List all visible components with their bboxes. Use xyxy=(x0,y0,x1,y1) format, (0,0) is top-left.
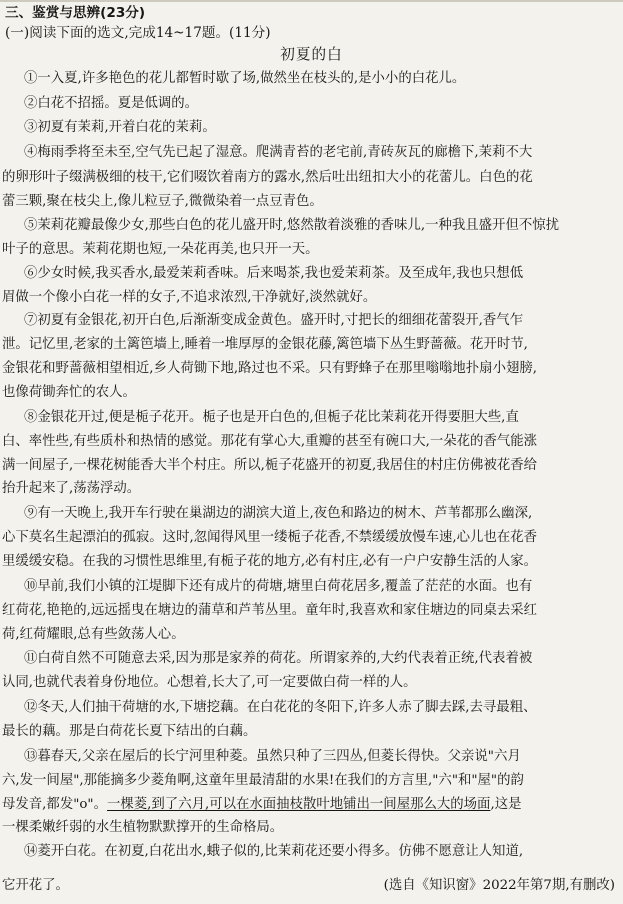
paragraph-line: 金银花和野蔷薇相望相近,乡人荷锄下地,路过也不采。只有野蜂子在那里嗡嗡地扑扇小翅膀, xyxy=(2,361,538,377)
paragraph-line: 里缓缓安稳。在我的习惯性思维里,有栀子花的地方,必有村庄,必有一户户安静生活的人家。 xyxy=(2,554,538,569)
paragraph-line: ②白花不招摇。夏是低调的。 xyxy=(24,95,199,111)
paragraph-line: 一棵柔嫩纤弱的水生植物默默撑开的生命格局。 xyxy=(2,820,284,836)
paragraph-line: 满一间屋子,一棵花树能香大半个村庄。所以,栀子花盛开的初夏,我居住的村庄仿佛被花香给 xyxy=(2,457,538,473)
paragraph-line: 最长的藕。那是白荷花长夏下结出的白藕。 xyxy=(2,724,257,739)
paragraph-line: ⑩早前,我们小镇的江堤脚下还有成片的荷塘,塘里白荷花居多,覆盖了茫茫的水面。也有 xyxy=(24,578,533,594)
paragraph-text: 母发音,都发"o"。 xyxy=(2,796,107,812)
section-heading: 三、鉴赏与思辨(23分) xyxy=(5,4,146,21)
paragraph-text: ,这是 xyxy=(490,796,522,812)
paragraph-line: ③初夏有茉莉,开着白花的茉莉。 xyxy=(24,120,216,136)
paragraph-line: 红荷花,艳艳的,远远摇曳在塘边的蒲草和芦苇丛里。童年时,我喜欢和家住塘边的同桌去采红 xyxy=(2,602,538,618)
paragraph-line: ⑤茉莉花瓣最像少女,那些白色的花儿盛开时,悠然散着淡雅的香味儿,一种我且盛开但不惊扰 xyxy=(24,217,560,233)
paragraph-line: ⑨有一天晚上,我开车行驶在巢湖边的湖滨大道上,夜色和路边的树木、芦苇都那么幽深, xyxy=(24,506,533,522)
paragraph-line: 叶子的意思。茉莉花期也短,一朵花再美,也只开一天。 xyxy=(2,241,319,257)
paragraph-line: 蕾三颗,聚在枝尖上,像儿粒豆子,微微染着一点豆青色。 xyxy=(2,194,323,209)
paragraph-line: 抬升起来了,荡荡浮动。 xyxy=(2,481,141,497)
paragraph-line: ④梅雨季将至未至,空气先已起了湿意。爬满青苔的老宅前,青砖灰瓦的廊檐下,茉莉不大 xyxy=(24,145,533,161)
underlined-sentence: 一棵菱,到了六月,可以在水面抽枝散叶地铺出一间屋那么大的场面 xyxy=(106,796,491,812)
top-border xyxy=(0,0,623,2)
source-citation: (选自《知识窗》2022年第7期,有删改) xyxy=(383,878,615,893)
paragraph-line: ①一入夏,许多艳色的花儿都暂时歇了场,做然坐在枝头的,是小小的白花儿。 xyxy=(24,70,466,86)
paragraph-line: 它开花了。 xyxy=(2,878,69,893)
paragraph-line: ⑥少女时候,我买香水,最爱茉莉香味。后来喝茶,我也爱茉莉茶。及至成年,我也只想低 xyxy=(24,265,524,281)
paragraph-line: ⑬暮春天,父亲在屋后的长宁河里种菱。虽然只种了三四丛,但菱长得快。父亲说"六月 xyxy=(24,748,521,764)
paragraph-line: ⑫冬天,人们抽干荷塘的水,下塘挖藕。在白花花的冬阳下,许多人赤了脚去踩,去寻最粗、 xyxy=(24,700,537,716)
paragraph-line: 白、率性些,有些质朴和热情的感觉。那花有掌心大,重瓣的甚至有碗口大,一朵花的香气能涨 xyxy=(2,433,538,449)
article-title: 初夏的白 xyxy=(280,45,343,63)
paragraph-line: 六,发一间屋",那能摘多少菱角啊,这童年里最清甜的水果!在我们的方言里,"六"和"屋"的韵 xyxy=(2,772,524,788)
question-instruction: (一)阅读下面的选文,完成14~17题。(11分) xyxy=(5,24,271,41)
paragraph-line: ⑧金银花开过,便是栀子花开。栀子也是开白色的,但栀子花比茉莉花开得要胆大些,直 xyxy=(24,409,519,425)
paragraph-line: ⑦初夏有金银花,初开白色,后渐渐变成金黄色。盛开时,寸把长的细细花蕾裂开,香气乍 xyxy=(24,313,524,329)
paragraph-line: 眉做一个像小白花一样的女子,不追求浓烈,干净就好,淡然就好。 xyxy=(2,289,377,305)
paragraph-line: 泄。记忆里,老家的土篱笆墙上,睡着一堆厚厚的金银花藤,篱笆墙下丛生野蔷薇。花开时节, xyxy=(2,337,528,353)
paragraph-line: ⑪白荷自然不可随意去采,因为那是家养的荷花。所谓家养的,大约代表着正统,代表着被 xyxy=(24,651,533,667)
paragraph-line: 的卵形叶子缀满极细的枝干,它们啜饮着南方的露水,然后吐出纽扣大小的花蕾儿。白色的花 xyxy=(2,170,533,186)
paragraph-line: 也像荷锄奔忙的农人。 xyxy=(2,385,136,400)
paragraph-line: 心下莫名生起漂泊的孤寂。这时,忽闻得风里一缕栀子花香,不禁缓缓放慢车速,心儿也在花香 xyxy=(2,530,538,546)
paragraph-line: 荷,红荷耀眼,总有些敛荡人心。 xyxy=(2,626,185,642)
paragraph-line xyxy=(2,795,616,815)
paragraph-line: ⑭菱开白花。在初夏,白花出水,蛾子似的,比茉莉花还要小得多。仿佛不愿意让人知道, xyxy=(24,844,524,860)
paragraph-line: 认同,也就代表着身份地位。心想着,长大了,可一定要做白荷一样的人。 xyxy=(2,675,417,691)
